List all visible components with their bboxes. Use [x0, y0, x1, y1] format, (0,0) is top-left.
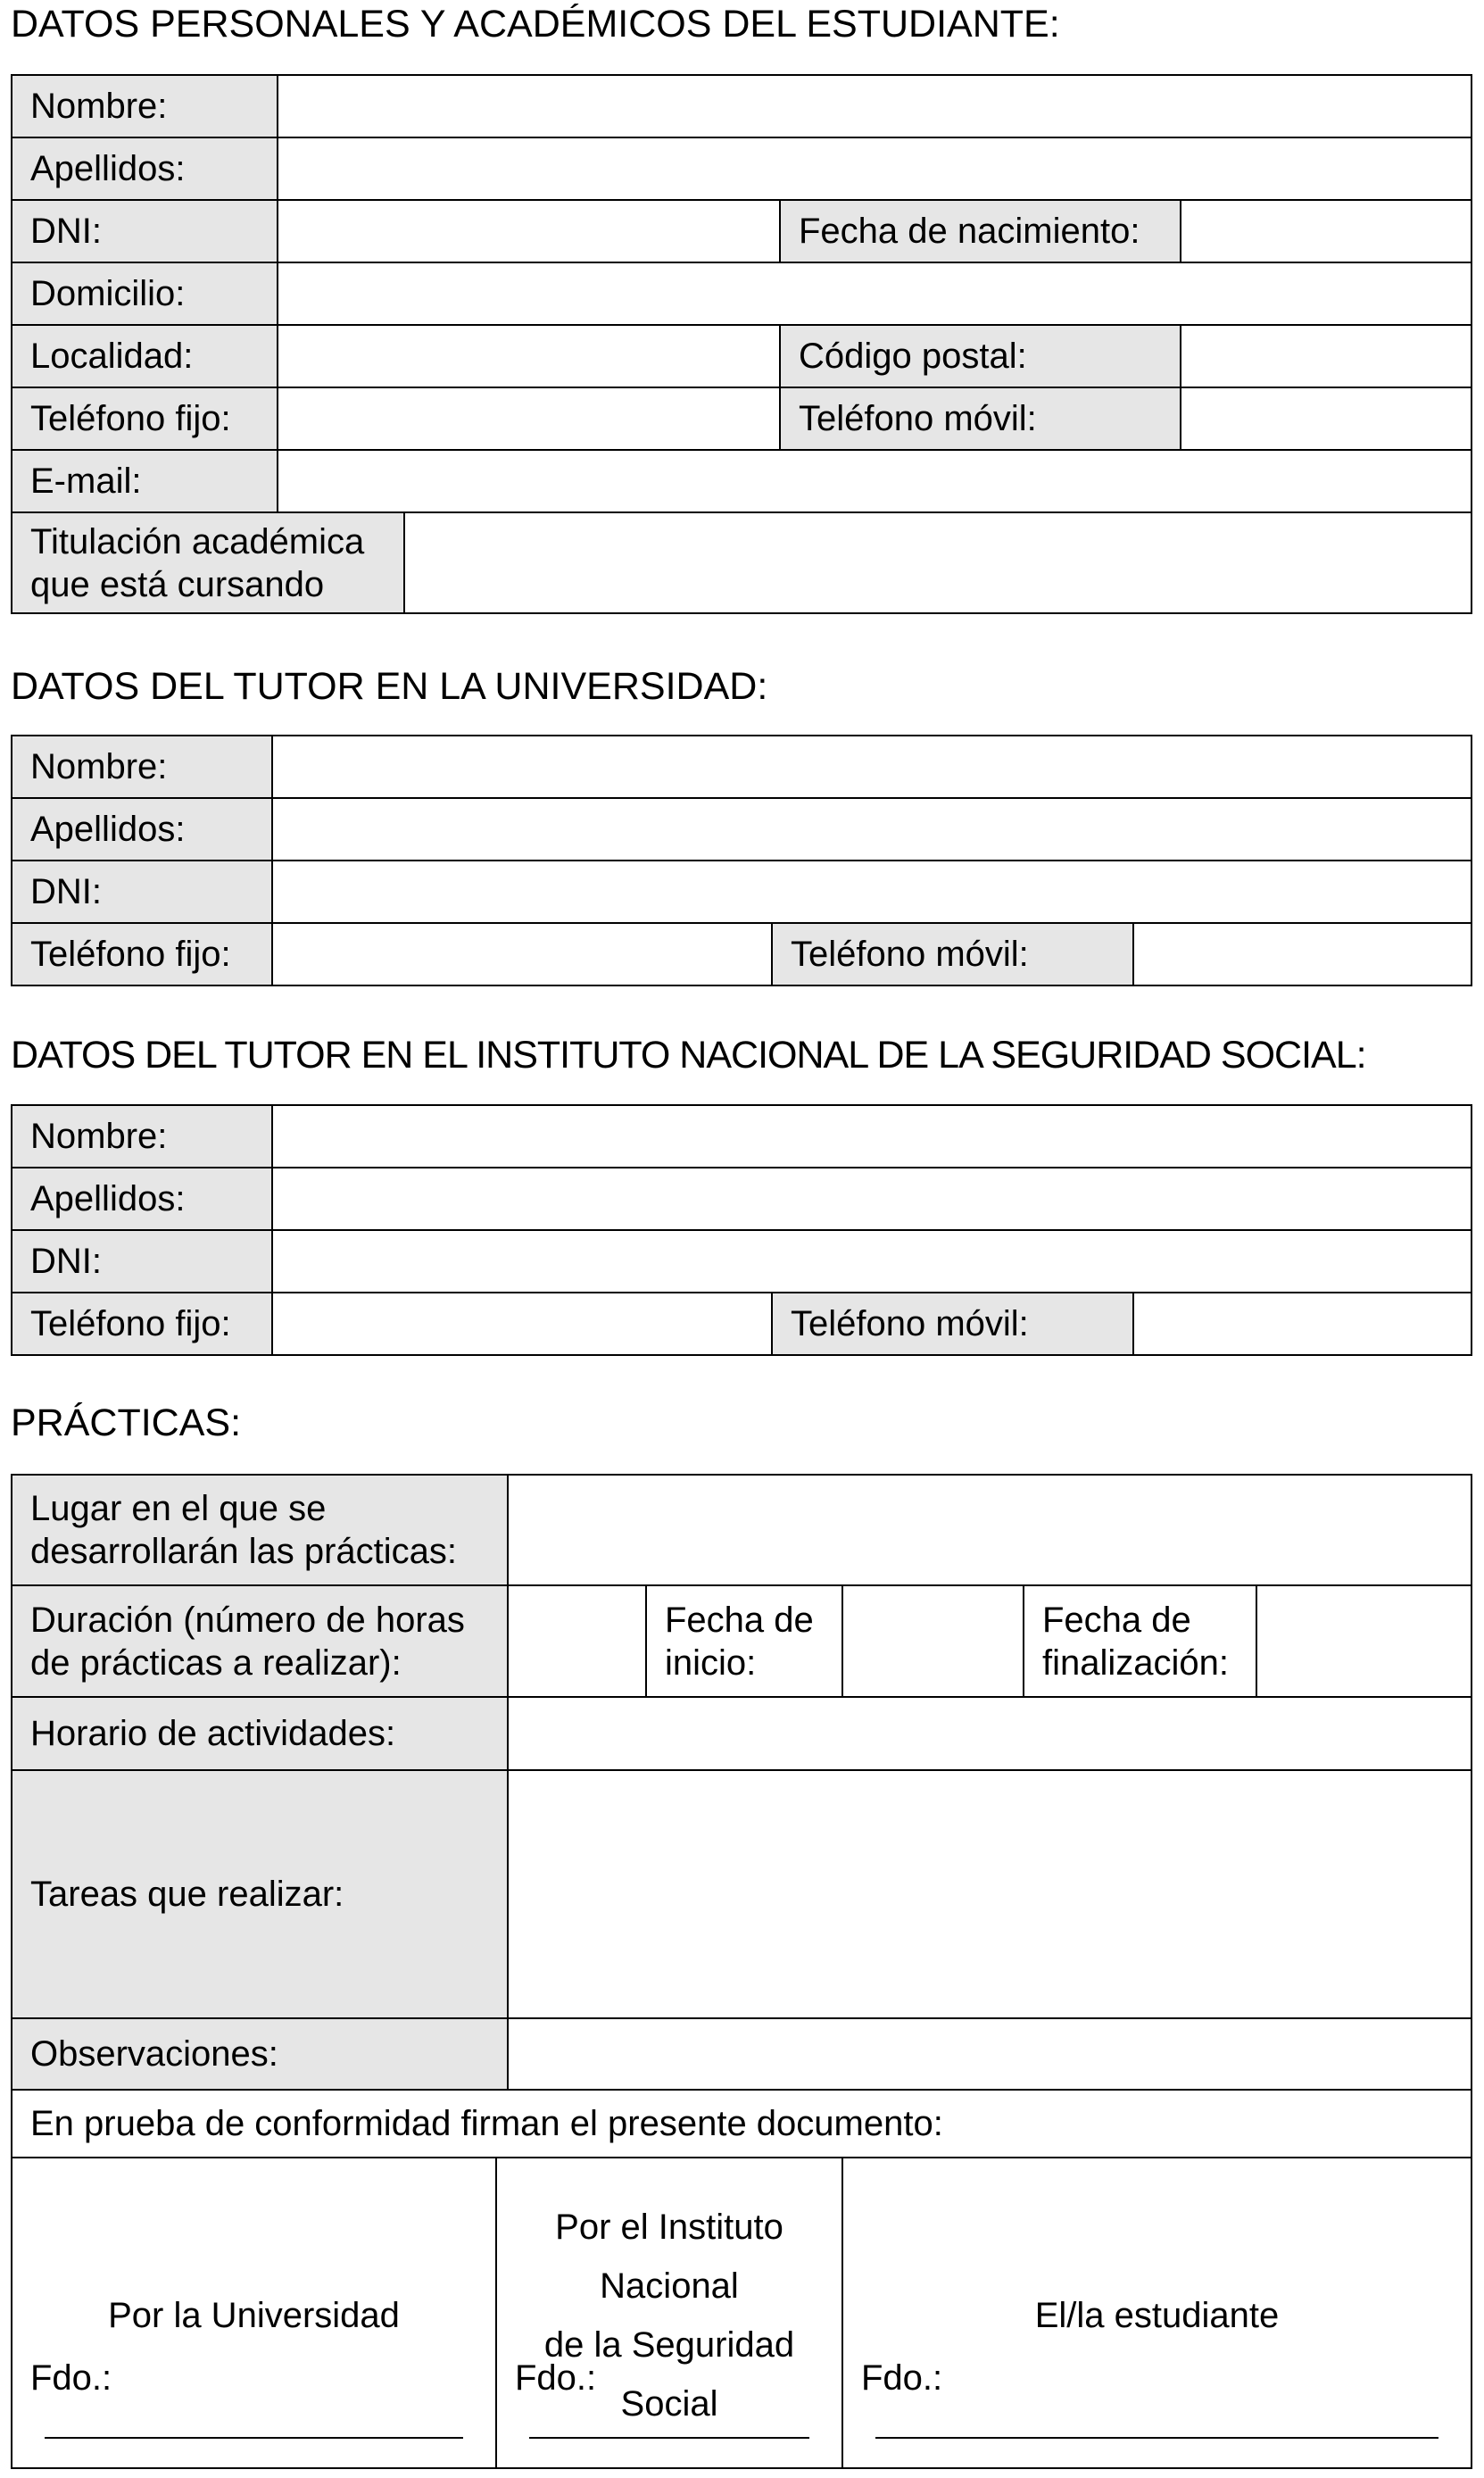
student-localidad-field[interactable]: [278, 325, 780, 387]
practicas-duracion-field[interactable]: [508, 1585, 646, 1697]
practicas-fecha-inicio-label: [646, 1585, 842, 1697]
tutor-inss-table: [11, 1104, 1472, 1356]
tutor-universidad-heading: DATOS DEL TUTOR EN LA UNIVERSIDAD:: [11, 665, 768, 708]
tutor-uni-dni-label: DNI:: [12, 861, 272, 923]
tutor-uni-telefono-fijo-label: Teléfono fijo:: [12, 923, 272, 985]
tutor-uni-nombre-label: Nombre:: [12, 736, 272, 798]
tutor-uni-telefono-movil-label: Teléfono móvil:: [772, 923, 1133, 985]
student-telefono-movil-field[interactable]: [1181, 387, 1472, 450]
student-domicilio-label: Domicilio:: [12, 262, 278, 325]
practicas-observaciones-label: Observaciones:: [12, 2018, 508, 2090]
tutor-inss-dni-field[interactable]: [272, 1230, 1472, 1293]
practicas-fecha-inicio-field[interactable]: [842, 1585, 1024, 1697]
firma-estudiante-fdo: Fdo.:: [861, 2358, 943, 2398]
student-nombre-label: Nombre:: [12, 75, 278, 137]
practicas-observaciones-field[interactable]: [508, 2018, 1472, 2090]
student-dni-field[interactable]: [278, 200, 780, 262]
firma-universidad-fdo: Fdo.:: [30, 2358, 112, 2398]
student-fecha-nacimiento-field[interactable]: [1181, 200, 1472, 262]
student-domicilio-field[interactable]: [278, 262, 1472, 325]
practicas-conformidad-text: En prueba de conformidad firman el presente documento:: [12, 2090, 1472, 2158]
practicas-lugar-line1: Lugar en el que se: [30, 1489, 327, 1528]
firma-universidad-signature-line[interactable]: [45, 2437, 463, 2439]
student-titulacion-label: [12, 512, 404, 613]
tutor-uni-apellidos-label: Apellidos:: [12, 798, 272, 861]
practicas-duracion-label: [12, 1585, 508, 1697]
practicas-table: [11, 1474, 1472, 2469]
student-codigo-postal-label: Código postal:: [780, 325, 1181, 387]
firma-inss-title-line1: Por el Instituto Nacional: [555, 2208, 783, 2306]
firma-universidad-title: Por la Universidad: [108, 2296, 400, 2335]
firma-inss-fdo: Fdo.:: [515, 2358, 597, 2398]
practicas-fecha-fin-label: [1024, 1585, 1256, 1697]
student-apellidos-label: Apellidos:: [12, 137, 278, 200]
student-titulacion-field[interactable]: [404, 512, 1472, 613]
practicas-tareas-label: Tareas que realizar:: [12, 1770, 508, 2018]
firma-inss-title-line2: de la Seguridad Social: [543, 2325, 795, 2424]
student-telefono-fijo-label: Teléfono fijo:: [12, 387, 278, 450]
student-localidad-label: Localidad:: [12, 325, 278, 387]
practicas-fecha-inicio-line2: inicio:: [665, 1642, 757, 1683]
firma-inss-signature-line[interactable]: [529, 2437, 809, 2439]
firma-inss: [496, 2158, 842, 2468]
tutor-inss-nombre-field[interactable]: [272, 1105, 1472, 1168]
student-nombre-field[interactable]: [278, 75, 1472, 137]
practicas-lugar-line2: desarrollarán las prácticas:: [30, 1532, 457, 1571]
tutor-universidad-table: [11, 735, 1472, 986]
practicas-heading: PRÁCTICAS:: [11, 1401, 242, 1444]
practicas-horario-field[interactable]: [508, 1697, 1472, 1770]
student-section-heading: DATOS PERSONALES Y ACADÉMICOS DEL ESTUDIANTE:: [11, 3, 1060, 46]
tutor-inss-telefono-fijo-label: Teléfono fijo:: [12, 1293, 272, 1355]
tutor-uni-telefono-movil-field[interactable]: [1133, 923, 1472, 985]
tutor-inss-apellidos-label: Apellidos:: [12, 1168, 272, 1230]
practicas-tareas-field[interactable]: [508, 1770, 1472, 2018]
practicas-lugar-field[interactable]: [508, 1475, 1472, 1585]
student-dni-label: DNI:: [12, 200, 278, 262]
practicas-fecha-fin-line1: Fecha de: [1042, 1600, 1191, 1640]
student-data-table: [11, 74, 1472, 614]
tutor-inss-dni-label: DNI:: [12, 1230, 272, 1293]
practicas-fecha-fin-field[interactable]: [1256, 1585, 1472, 1697]
practicas-horario-label: Horario de actividades:: [12, 1697, 508, 1770]
student-titulacion-line1: Titulación académica: [30, 521, 365, 561]
tutor-uni-telefono-fijo-field[interactable]: [272, 923, 772, 985]
tutor-inss-telefono-movil-label: Teléfono móvil:: [772, 1293, 1133, 1355]
practicas-duracion-line2: de prácticas a realizar):: [30, 1642, 402, 1683]
tutor-inss-heading: DATOS DEL TUTOR EN EL INSTITUTO NACIONAL DE LA SEGURIDAD SOCIAL:: [11, 1034, 1366, 1077]
tutor-uni-dni-field[interactable]: [272, 861, 1472, 923]
student-codigo-postal-field[interactable]: [1181, 325, 1472, 387]
student-fecha-nacimiento-label: Fecha de nacimiento:: [780, 200, 1181, 262]
tutor-inss-nombre-label: Nombre:: [12, 1105, 272, 1168]
firma-universidad: [12, 2158, 496, 2468]
firma-estudiante-title: El/la estudiante: [1034, 2296, 1280, 2335]
student-telefono-fijo-field[interactable]: [278, 387, 780, 450]
tutor-uni-nombre-field[interactable]: [272, 736, 1472, 798]
tutor-inss-telefono-movil-field[interactable]: [1133, 1293, 1472, 1355]
firma-estudiante-signature-line[interactable]: [875, 2437, 1438, 2439]
student-telefono-movil-label: Teléfono móvil:: [780, 387, 1181, 450]
student-apellidos-field[interactable]: [278, 137, 1472, 200]
firma-estudiante: [842, 2158, 1472, 2468]
practicas-fecha-inicio-line1: Fecha de: [665, 1600, 814, 1640]
tutor-inss-apellidos-field[interactable]: [272, 1168, 1472, 1230]
student-titulacion-line2: que está cursando: [30, 564, 325, 604]
practicas-duracion-line1: Duración (número de horas: [30, 1600, 465, 1640]
tutor-inss-telefono-fijo-field[interactable]: [272, 1293, 772, 1355]
tutor-uni-apellidos-field[interactable]: [272, 798, 1472, 861]
student-email-label: E-mail:: [12, 450, 278, 512]
practicas-lugar-label: [12, 1475, 508, 1585]
student-email-field[interactable]: [278, 450, 1472, 512]
practicas-fecha-fin-line2: finalización:: [1042, 1642, 1230, 1683]
